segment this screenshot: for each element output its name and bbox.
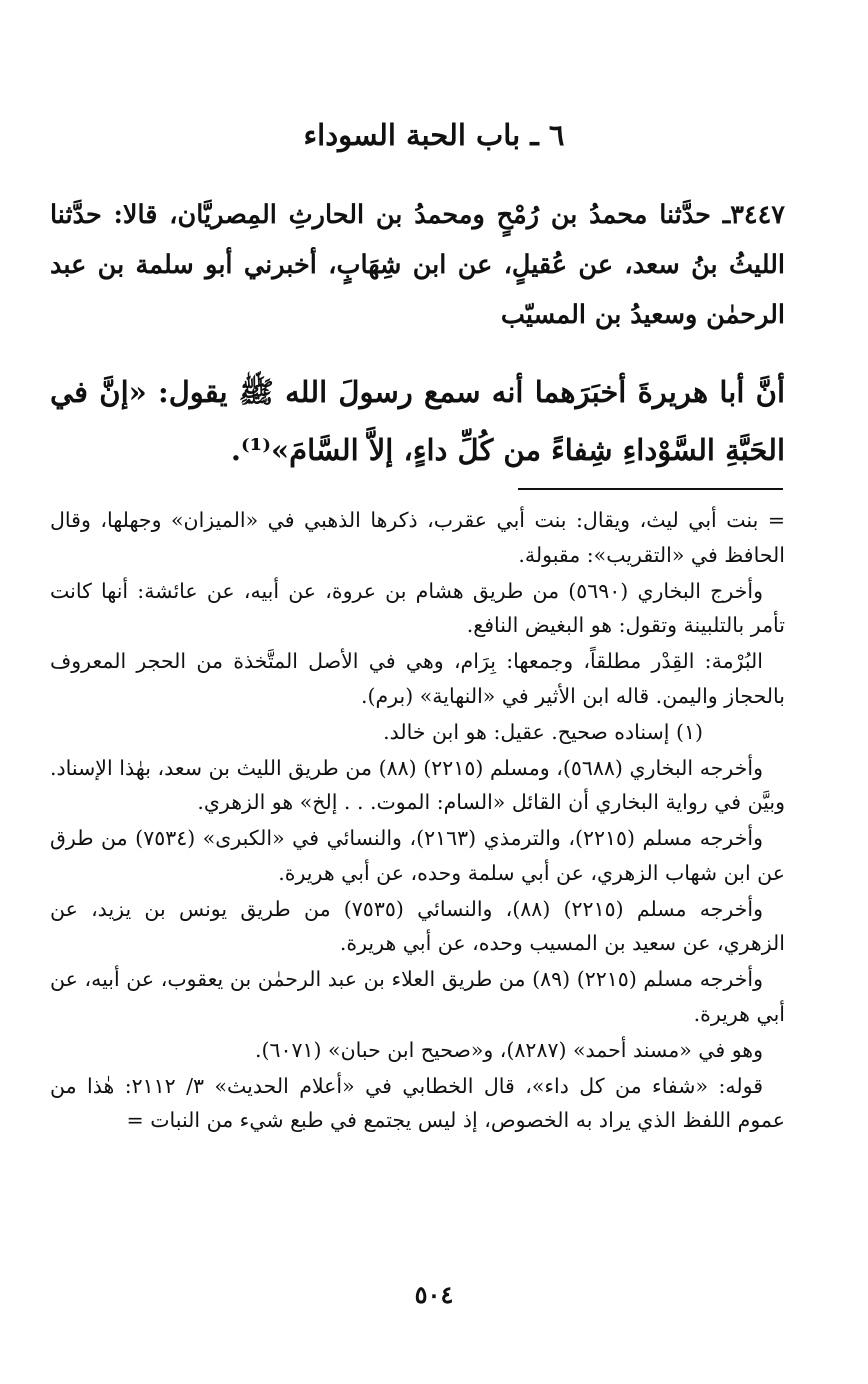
page-number: ٥٠٤ xyxy=(414,1280,454,1309)
footnote-paragraph: وأخرجه البخاري (٥٦٨٨)، ومسلم (٢٢١٥) (٨٨) من طريق الليث بن سعد، بهٰذا الإسناد. وبيَّن في رواية البخاري أن القائل «السام: الموت. . . إلخ» هو الزهري. xyxy=(50,755,785,814)
footnote-paragraph: البُرْمة: القِدْر مطلقاً، وجمعها: بِرَام، وهي في الأصل المتَّخذة من الحجر المعروف بالحجاز واليمن. قاله ابن الأثير في «النهاية» (برم). xyxy=(50,649,785,708)
chapter-heading: ٦ ـ باب الحبة السوداء xyxy=(303,118,565,152)
footnote-continuation: = بنت أبي ليث، ويقال: بنت أبي عقرب، ذكرها الذهبي في «الميزان» وجهلها، وقال الحافظ في «التقريب»: مقبولة. xyxy=(50,508,785,567)
footnote-paragraph: وأخرجه مسلم (٢٢١٥)، والترمذي (٢١٦٣)، والنسائي في «الكبرى» (٧٥٣٤) من طرق عن ابن شهاب الزهري، عن أبي سلمة وحده، عن أبي هريرة. xyxy=(50,826,785,885)
footnote-paragraph: وأخرجه مسلم (٢٢١٥) (٨٩) من طريق العلاء بن عبد الرحمٰن بن يعقوب، عن أبيه، عن أبي هريرة. xyxy=(50,967,785,1026)
footnotes xyxy=(50,503,785,1139)
footnote-paragraph: وأخرج البخاري (٥٦٩٠) من طريق هشام بن عروة، عن أبيه، عن عائشة: أنها كانت تأمر بالتلبينة وتقول: هو البغيض النافع. xyxy=(50,578,785,637)
footnote-paragraph: وأخرجه مسلم (٢٢١٥) (٨٨)، والنسائي (٧٥٣٥) من طريق يونس بن يزيد، عن الزهري، عن سعيد بن المسيب وحده، عن أبي هريرة. xyxy=(50,896,785,955)
footnote-1: (١) إسناده صحيح. عقيل: هو ابن خالد. xyxy=(383,719,703,744)
footnote-separator xyxy=(518,488,783,490)
footnote-paragraph: قوله: «شفاء من كل داء»، قال الخطابي في «أعلام الحديث» ٣/ ٢١١٢: هٰذا من عموم اللفظ الذي يراد به الخصوص، إذ ليس يجتمع في طبع شيء من النبات = xyxy=(50,1073,785,1132)
hadith-isnad: ٣٤٤٧ـ حدَّثنا محمدُ بن رُمْحٍ ومحمدُ بن الحارثِ المِصريَّان، قالا: حدَّثنا الليثُ بنُ سعد، عن عُقيلٍ، عن ابن شِهَابٍ، أخبرني أبو سلمة بن عبد الرحمٰن وسعيدُ بن المسيّب xyxy=(50,200,785,330)
hadith-matn: أنَّ أبا هريرةَ أخبَرَهما أنه سمع رسولَ الله ﷺ يقول: «إنَّ في الحَبَّةِ السَّوْداءِ شِفاءً من كُلِّ داءٍ، إلاَّ السَّامَ»⁽¹⁾. xyxy=(50,375,785,467)
footnote-paragraph: وهو في «مسند أحمد» (٨٢٨٧)، و«صحيح ابن حبان» (٦٠٧١). xyxy=(254,1037,763,1062)
